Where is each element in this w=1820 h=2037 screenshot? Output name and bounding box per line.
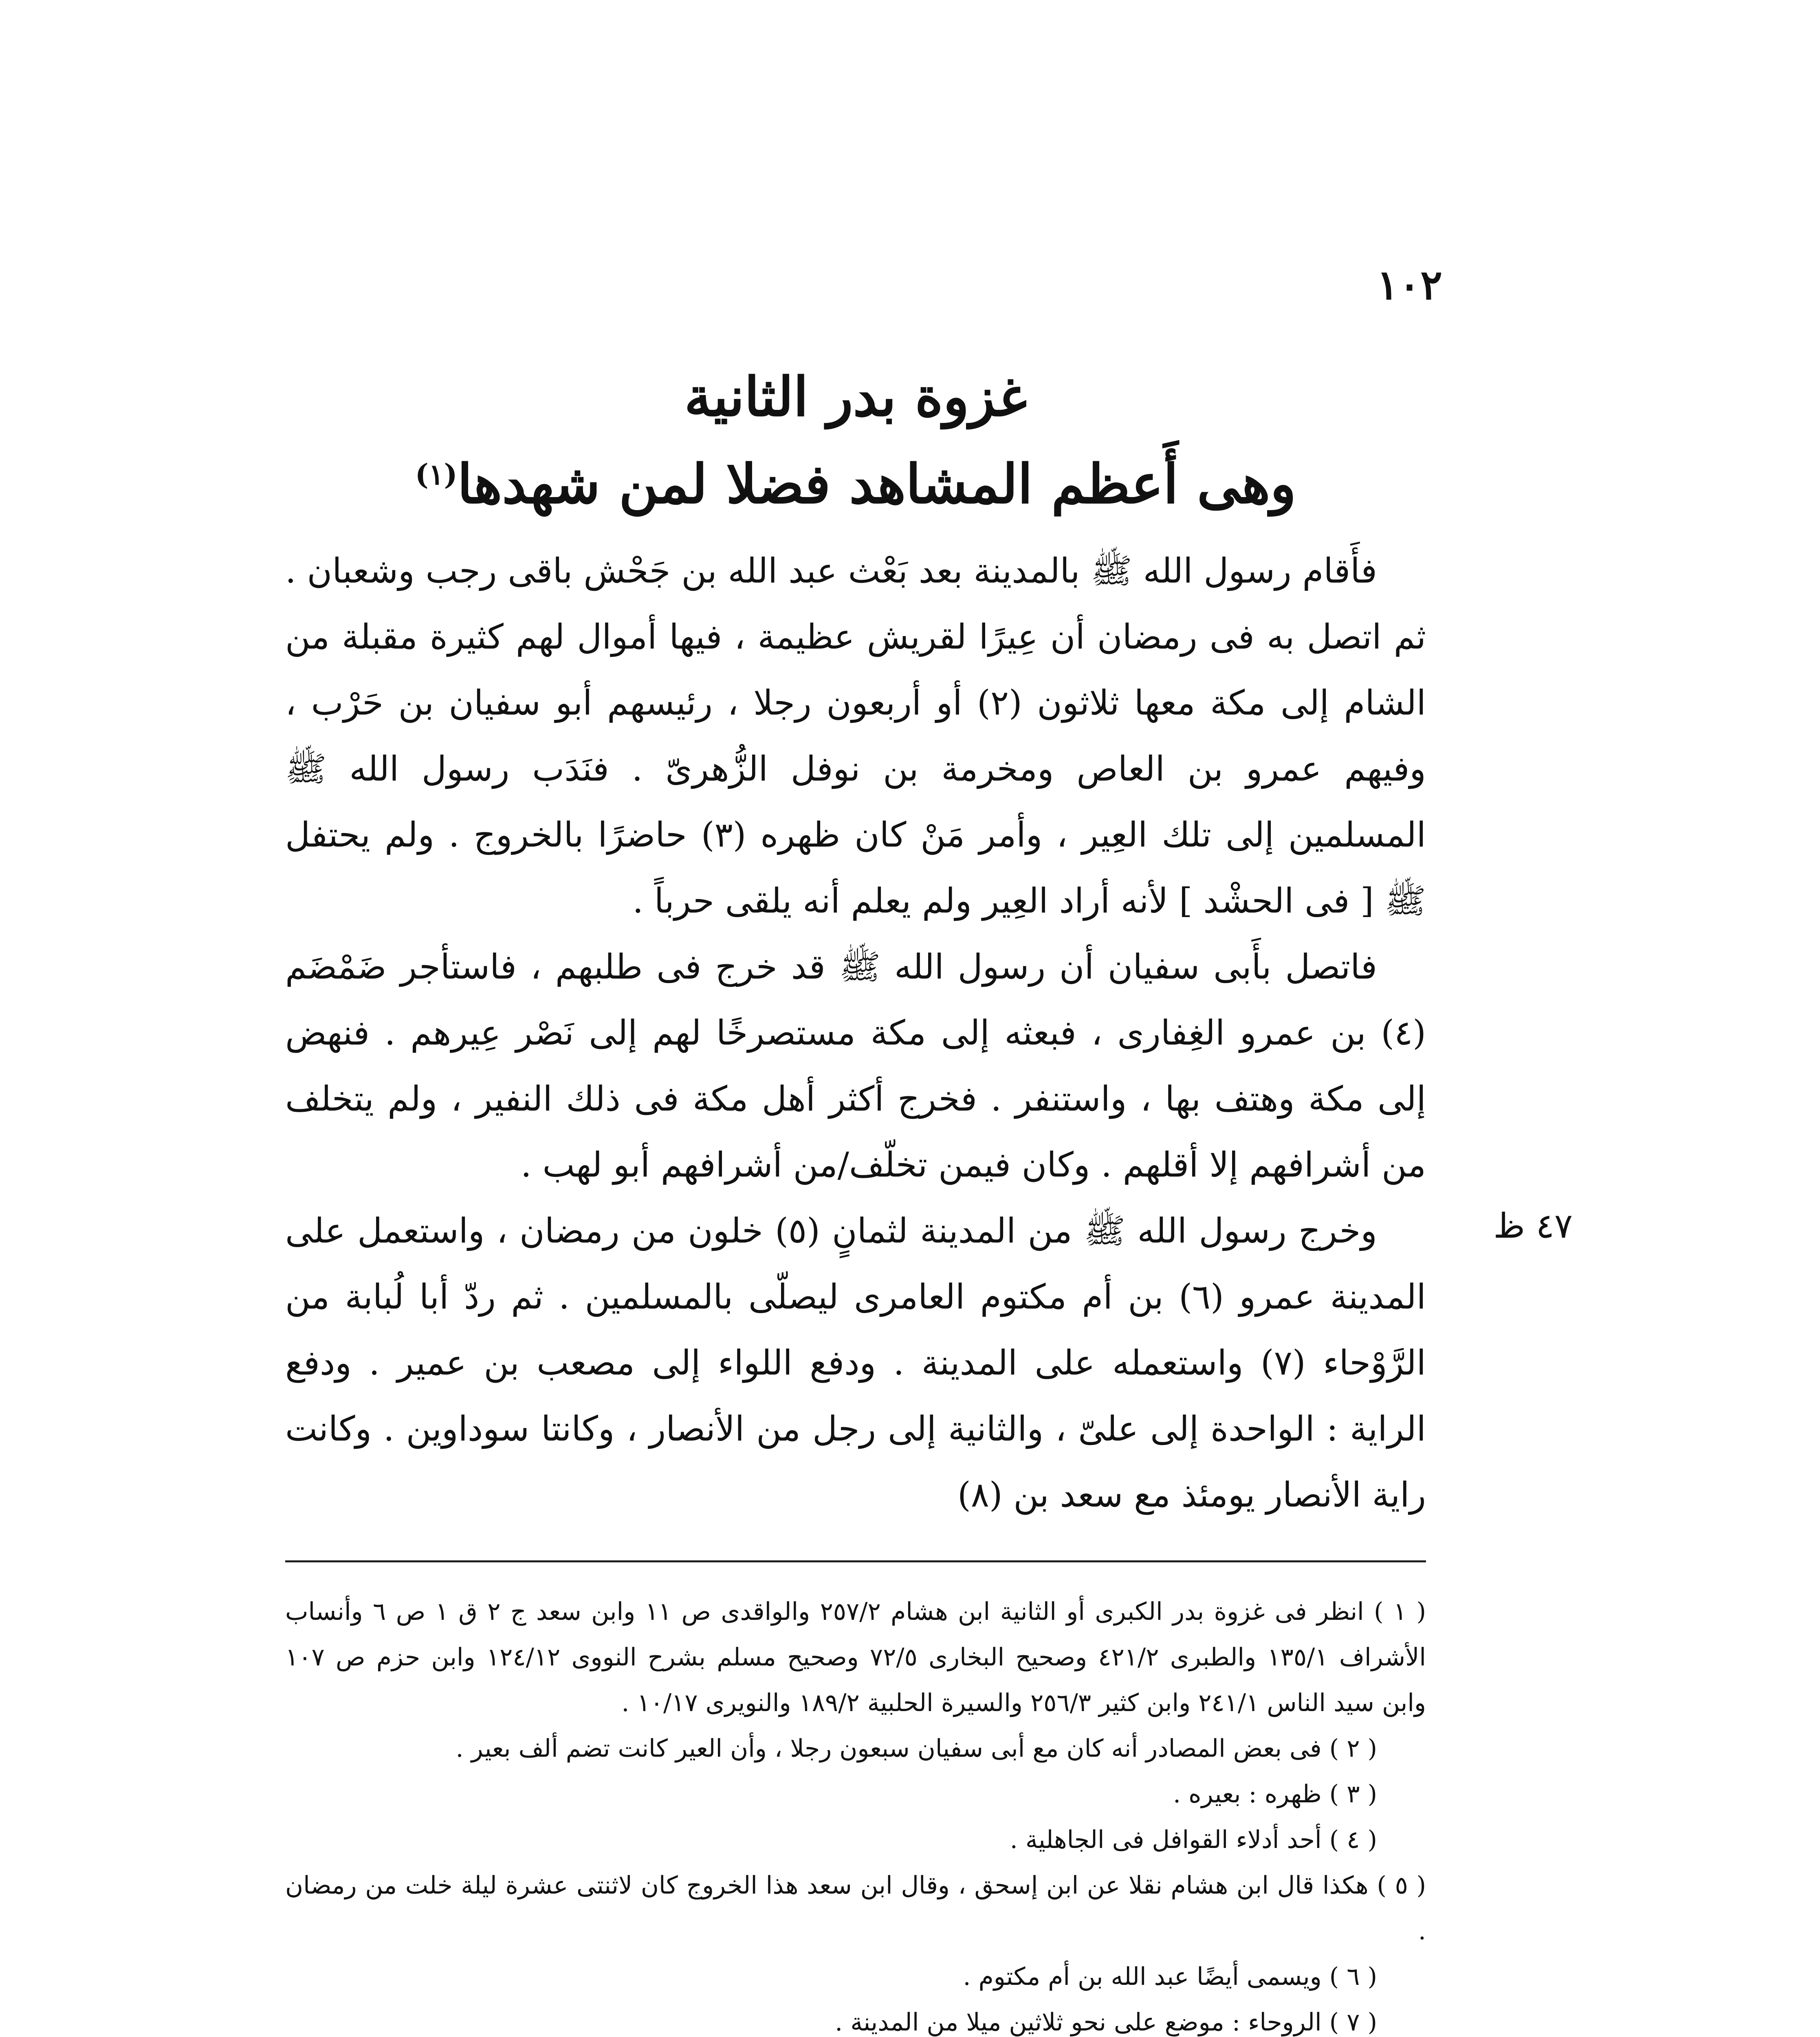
footnote-divider bbox=[285, 1560, 1426, 1562]
footnote-2: ( ٢ ) فى بعض المصادر أنه كان مع أبى سفيان سبعون رجلا ، وأن العير كانت تضم ألف بعير . bbox=[456, 1734, 1377, 1763]
title-footnote-marker: (١) bbox=[415, 458, 458, 491]
chapter-title bbox=[285, 359, 1426, 523]
footnote-3: ( ٣ ) ظهره : بعيره . bbox=[1173, 1780, 1377, 1808]
footnote-1: ( ١ ) انظر فى غزوة بدر الكبرى أو الثانية ابن هشام ٢٥٧/٢ والواقدى ص ١١ وابن سعد ج ٢ ق ١ ص ٦ وأنساب الأشراف ١٣٥/١ والطبرى ٤٢١/٢ وصحيح البخارى ٧٢/٥ وصحيح مسلم بشرح النووى ١٢٤/١٢ وابن حزم ص ١٠٧ وابن سيد الناس ٢٤١/١ وابن كثير ٢٥٦/٣ والسيرة الحلبية ١٨٩/٢ والنويرى ١٠/١٧ . bbox=[285, 1597, 1426, 1717]
title-line-2 bbox=[285, 436, 1426, 523]
footnotes bbox=[285, 1589, 1426, 2037]
main-text bbox=[285, 538, 1426, 1528]
footnote-7: ( ٧ ) الروحاء : موضع على نحو ثلاثين ميلا من المدينة . bbox=[835, 2008, 1377, 2037]
paragraph-1: فأَقام رسول الله ﷺ بالمدينة بعد بَعْث عبد الله بن جَحْش باقى رجب وشعبان . ثم اتصل به فى رمضان أن عِيرًا لقريش عظيمة ، فيها أموال لهم كثيرة مقبلة من الشام إلى مكة معها ثلاثون (٢) أو أربعون رجلا ، رئيسهم أبو سفيان بن حَرْب ، وفيهم عمرو بن العاص ومخرمة بن نوفل الزُّهرىّ . فنَدَب رسول الله ﷺ المسلمين إلى تلك العِير ، وأمر مَنْ كان ظهره (٣) حاضرًا بالخروج . ولم يحتفل ﷺ [ فى الحشْد ] لأنه أراد العِير ولم يعلم أنه يلقى حرباً . bbox=[285, 551, 1426, 921]
title-line-2-text: وهى أَعظم المشاهد فضلا لمن شهدها bbox=[457, 453, 1296, 516]
footnote-5: ( ٥ ) هكذا قال ابن هشام نقلا عن ابن إسحق ، وقال ابن سعد هذا الخروج كان لاثنتى عشرة ليلة خلت من رمضان . bbox=[285, 1871, 1426, 1945]
title-line-1: غزوة بدر الثانية bbox=[684, 365, 1027, 429]
paragraph-3: وخرج رسول الله ﷺ من المدينة لثمانٍ (٥) خلون من رمضان ، واستعمل على المدينة عمرو (٦) بن أم مكتوم العامرى ليصلّى بالمسلمين . ثم ردّ أبا لُبابة من الرَّوْحاء (٧) واستعمله على المدينة . ودفع اللواء إلى مصعب بن عمير . ودفع الراية : الواحدة إلى علىّ ، والثانية إلى رجل من الأنصار ، وكانتا سوداوين . وكانت راية الأنصار يومئذ مع سعد بن (٨) bbox=[285, 1211, 1426, 1515]
footnote-4: ( ٤ ) أحد أدلاء القوافل فى الجاهلية . bbox=[1010, 1826, 1377, 1854]
paragraph-2: فاتصل بأَبى سفيان أن رسول الله ﷺ قد خرج فى طلبهم ، فاستأجر ضَمْضَم (٤) بن عمرو الغِفارى ، فبعثه إلى مكة مستصرخًا لهم إلى نَصْر عِيرهم . فنهض إلى مكة وهتف بها ، واستنفر . فخرج أكثر أهل مكة فى ذلك النفير ، ولم يتخلف من أشرافهم إلا أقلهم . وكان فيمن تخلّف/من أشرافهم أبو لهب . bbox=[285, 947, 1426, 1185]
manuscript-folio-note: ٤٧ ظ bbox=[1493, 1206, 1573, 1246]
footnote-6: ( ٦ ) ويسمى أيضًا عبد الله بن أم مكتوم . bbox=[963, 1962, 1377, 1991]
page-number: ١٠٢ bbox=[1376, 261, 1442, 309]
